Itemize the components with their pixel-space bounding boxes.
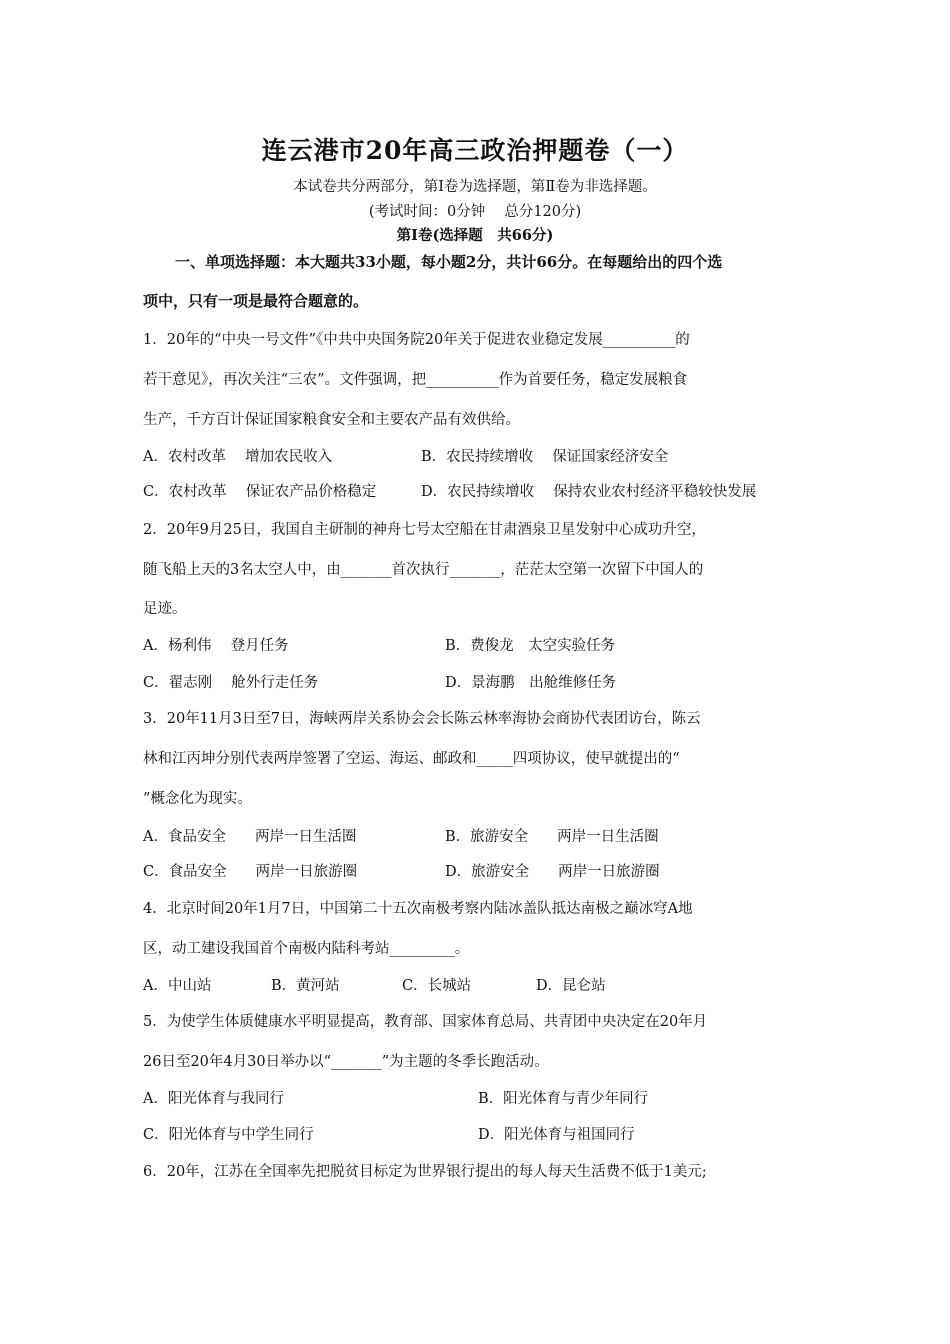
section-heading: 第Ⅰ卷(选择题 共66分): [396, 227, 554, 244]
option-b: B．黄河站: [271, 978, 340, 994]
question-text-line: 区，动工建设我国首个南极内陆科考站_________。: [143, 941, 470, 957]
question-text-line: 3．20年11月3日至7日，海峡两岸关系协会会长陈云林率海协会商协代表团访台，陈云: [143, 711, 701, 727]
section-instruction: 一、单项选择题：本大题共33小题，每小题2分，共计66分。在每题给出的四个选: [175, 253, 723, 271]
question-text-line: 生产，千方百计保证国家粮食安全和主要农产品有效供给。: [143, 412, 520, 428]
question-text-line: 足迹。: [143, 601, 187, 617]
question-text-line: ”概念化为现实。: [143, 791, 252, 807]
exam-subtitle: 本试卷共分两部分，第Ⅰ卷为选择题，第Ⅱ卷为非选择题。: [293, 179, 657, 195]
question-text-line: 2．20年9月25日，我国自主研制的神舟七号太空船在甘肃酒泉卫星发射中心成功升空，: [143, 522, 706, 538]
option-row: [143, 827, 813, 847]
option-b: B．阳光体育与青少年同行: [478, 1091, 649, 1107]
option-a: A．农村改革 增加农民收入: [143, 449, 333, 465]
question-text-line: 4．北京时间20年1月7日，中国第二十五次南极考察内陆冰盖队抵达南极之巅冰穹A地: [143, 901, 693, 917]
option-row: [143, 1089, 813, 1109]
option-b: B．农民持续增收 保证国家经济安全: [421, 449, 669, 465]
option-d: D．旅游安全 两岸一日旅游圈: [445, 864, 660, 880]
option-row: [143, 447, 813, 467]
question-text-line: 5．为使学生体质健康水平明显提高，教育部、国家体育总局、共青团中央决定在20年月: [143, 1014, 708, 1030]
option-b: B．旅游安全 两岸一日生活圈: [445, 829, 659, 845]
question-text-line: 6．20年，江苏在全国率先把脱贫目标定为世界银行提出的每人每天生活费不低于1美元;: [143, 1164, 707, 1180]
option-b: B．费俊龙 太空实验任务: [445, 638, 616, 654]
option-row: [143, 1125, 813, 1145]
option-d: D．农民持续增收 保持农业农村经济平稳较快发展: [421, 484, 757, 500]
option-c: C．翟志刚 舱外行走任务: [143, 675, 319, 691]
question-text-line: 26日至20年4月30日举办以“_______”为主题的冬季长跑活动。: [143, 1054, 549, 1070]
option-d: D．阳光体育与祖国同行: [478, 1127, 635, 1143]
question-text-line: 林和江丙坤分别代表两岸签署了空运、海运、邮政和_____四项协议，使早就提出的“: [143, 751, 680, 767]
option-c: C．食品安全 两岸一日旅游圈: [143, 864, 358, 880]
option-a: A．食品安全 两岸一日生活圈: [143, 829, 357, 845]
option-a: A．中山站: [143, 978, 212, 994]
option-row: [143, 862, 813, 882]
exam-time-info: (考试时间：0分钟 总分120分): [368, 204, 582, 220]
option-a: A．杨利伟 登月任务: [143, 638, 289, 654]
option-d: D．昆仑站: [536, 978, 606, 994]
page-title: 连云港市20年高三政治押题卷（一）: [261, 136, 689, 165]
option-c: C．长城站: [402, 978, 472, 994]
question-text-line: 随飞船上天的3名太空人中，由_______首次执行_______，茫茫太空第一次留下中国人的: [143, 562, 704, 578]
option-row: [143, 976, 813, 996]
option-a: A．阳光体育与我同行: [143, 1091, 284, 1107]
option-c: C．农村改革 保证农产品价格稳定: [143, 484, 377, 500]
section-instruction-cont: 项中，只有一项是最符合题意的。: [143, 292, 369, 310]
option-row: [143, 482, 813, 502]
option-d: D．景海鹏 出舱维修任务: [445, 675, 617, 691]
option-row: [143, 636, 813, 656]
option-row: [143, 673, 813, 693]
option-c: C．阳光体育与中学生同行: [143, 1127, 314, 1143]
question-text-line: 1．20年的“中央一号文件”《中共中央国务院20年关于促进农业稳定发展__________的: [143, 332, 690, 348]
question-text-line: 若干意见》，再次关注“三农”。文件强调，把__________作为首要任务，稳定发展粮食: [143, 372, 688, 388]
